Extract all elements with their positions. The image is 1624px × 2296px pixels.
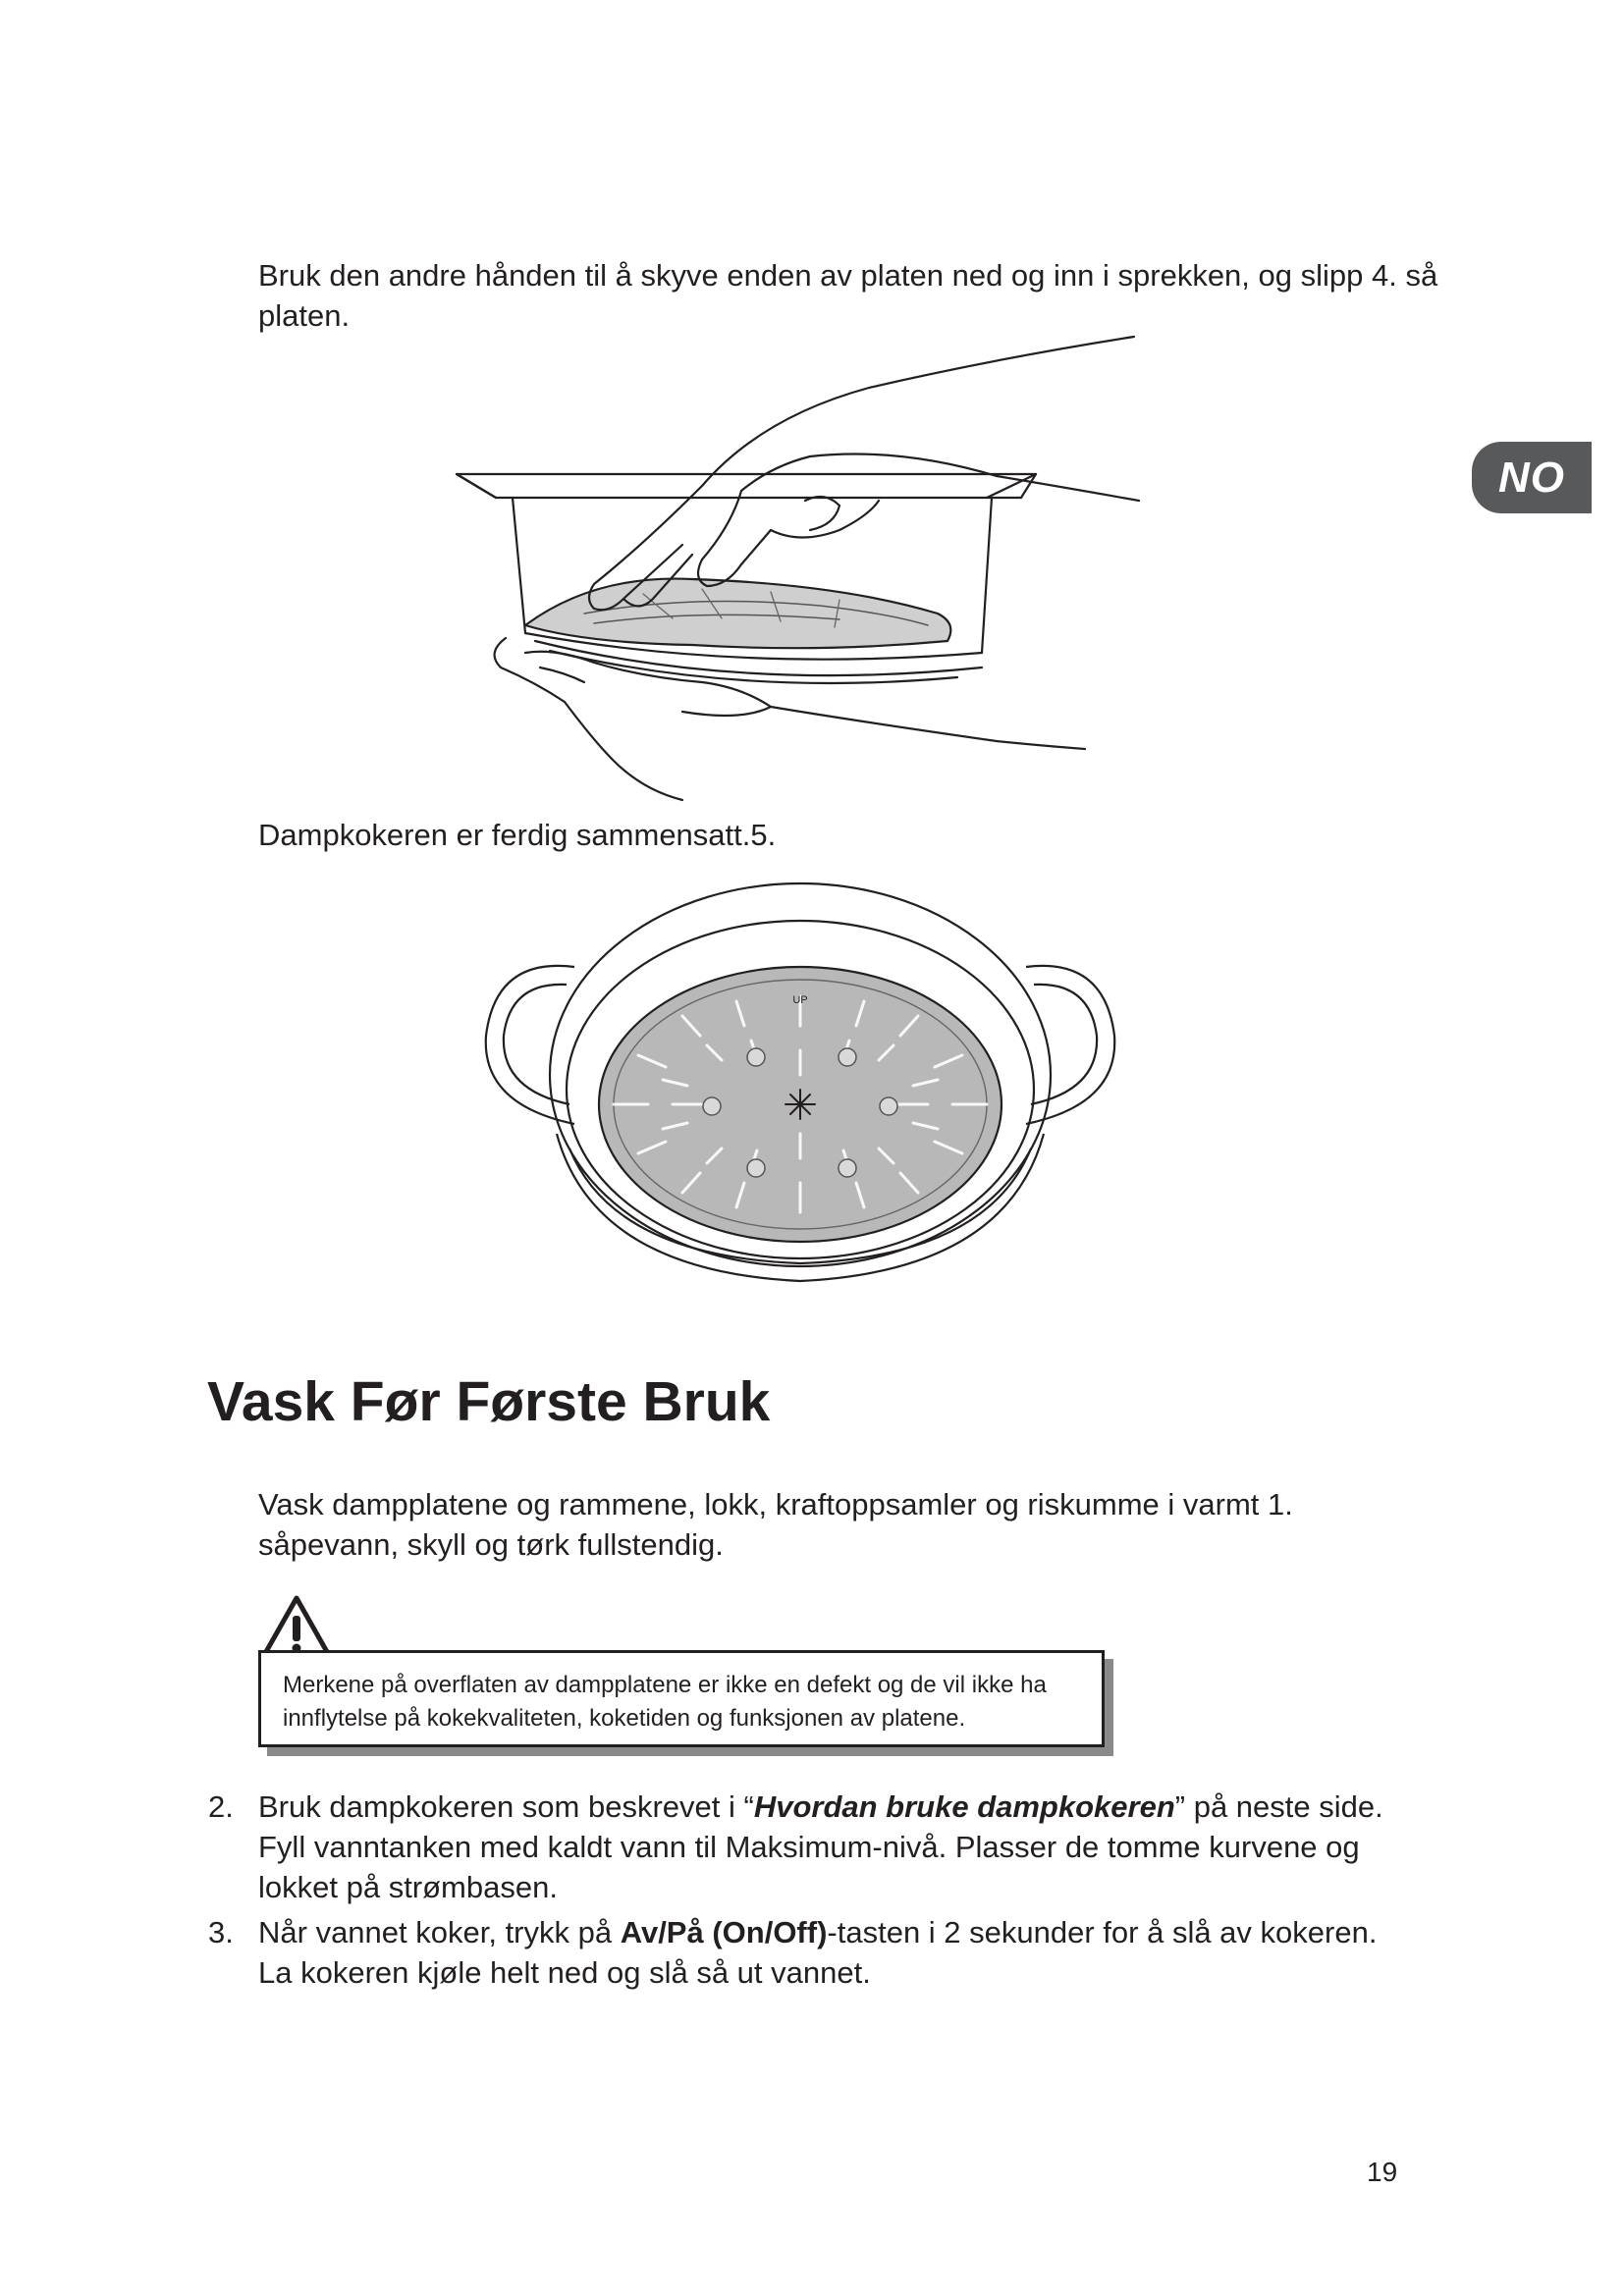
item3-key-text: Av/På (On/Off)	[620, 1915, 828, 1949]
list-item-2	[258, 1787, 1397, 1907]
list-item-3	[258, 1912, 1397, 1993]
page-number: 19	[1367, 2157, 1398, 2187]
item2-text-pre: Bruk dampkokeren som beskrevet i “	[258, 1789, 754, 1824]
section-heading: Vask Før Første Bruk	[207, 1370, 771, 1433]
up-mark-label: UP	[792, 994, 808, 1006]
step5-text: Dampkokeren er ferdig sammensatt.5.	[258, 818, 777, 852]
item3-text-post: -tasten i 2 sekunder for å slå av kokeren. La kokeren kjøle helt ned og slå så ut vannet.	[258, 1915, 1378, 1990]
item3-text-pre: Når vannet koker, trykk på	[258, 1915, 621, 1949]
item2-link-text: Hvordan bruke dampkokeren	[753, 1789, 1175, 1824]
wash-step1-text: Vask dampplatene og rammene, lokk, kraftoppsamler og riskumme i varmt 1. såpevann, skyll og tørk fullstendig.	[258, 1487, 1293, 1562]
list-number-2: 2.	[208, 1789, 234, 1824]
language-tab: NO	[1472, 442, 1592, 513]
item2-text-post: ” på neste side. Fyll vanntanken med kaldt vann til Maksimum-nivå. Plasser de tomme kurvene og lokket på strømbasen.	[258, 1789, 1383, 1904]
warning-note	[258, 1650, 1105, 1747]
step4-text: Bruk den andre hånden til å skyve enden av platen ned og inn i sprekken, og slipp 4. så platen.	[258, 258, 1438, 333]
figure-assembled-steamer	[476, 879, 1124, 1310]
warning-note-text: Merkene på overflaten av dampplatene er ikke en defekt og de vil ikke ha innflytelse på kokekvaliteten, koketiden og funksjonen av platene.	[283, 1672, 1047, 1732]
figure-insert-plate	[447, 329, 1173, 810]
list-number-3: 3.	[208, 1915, 234, 1949]
